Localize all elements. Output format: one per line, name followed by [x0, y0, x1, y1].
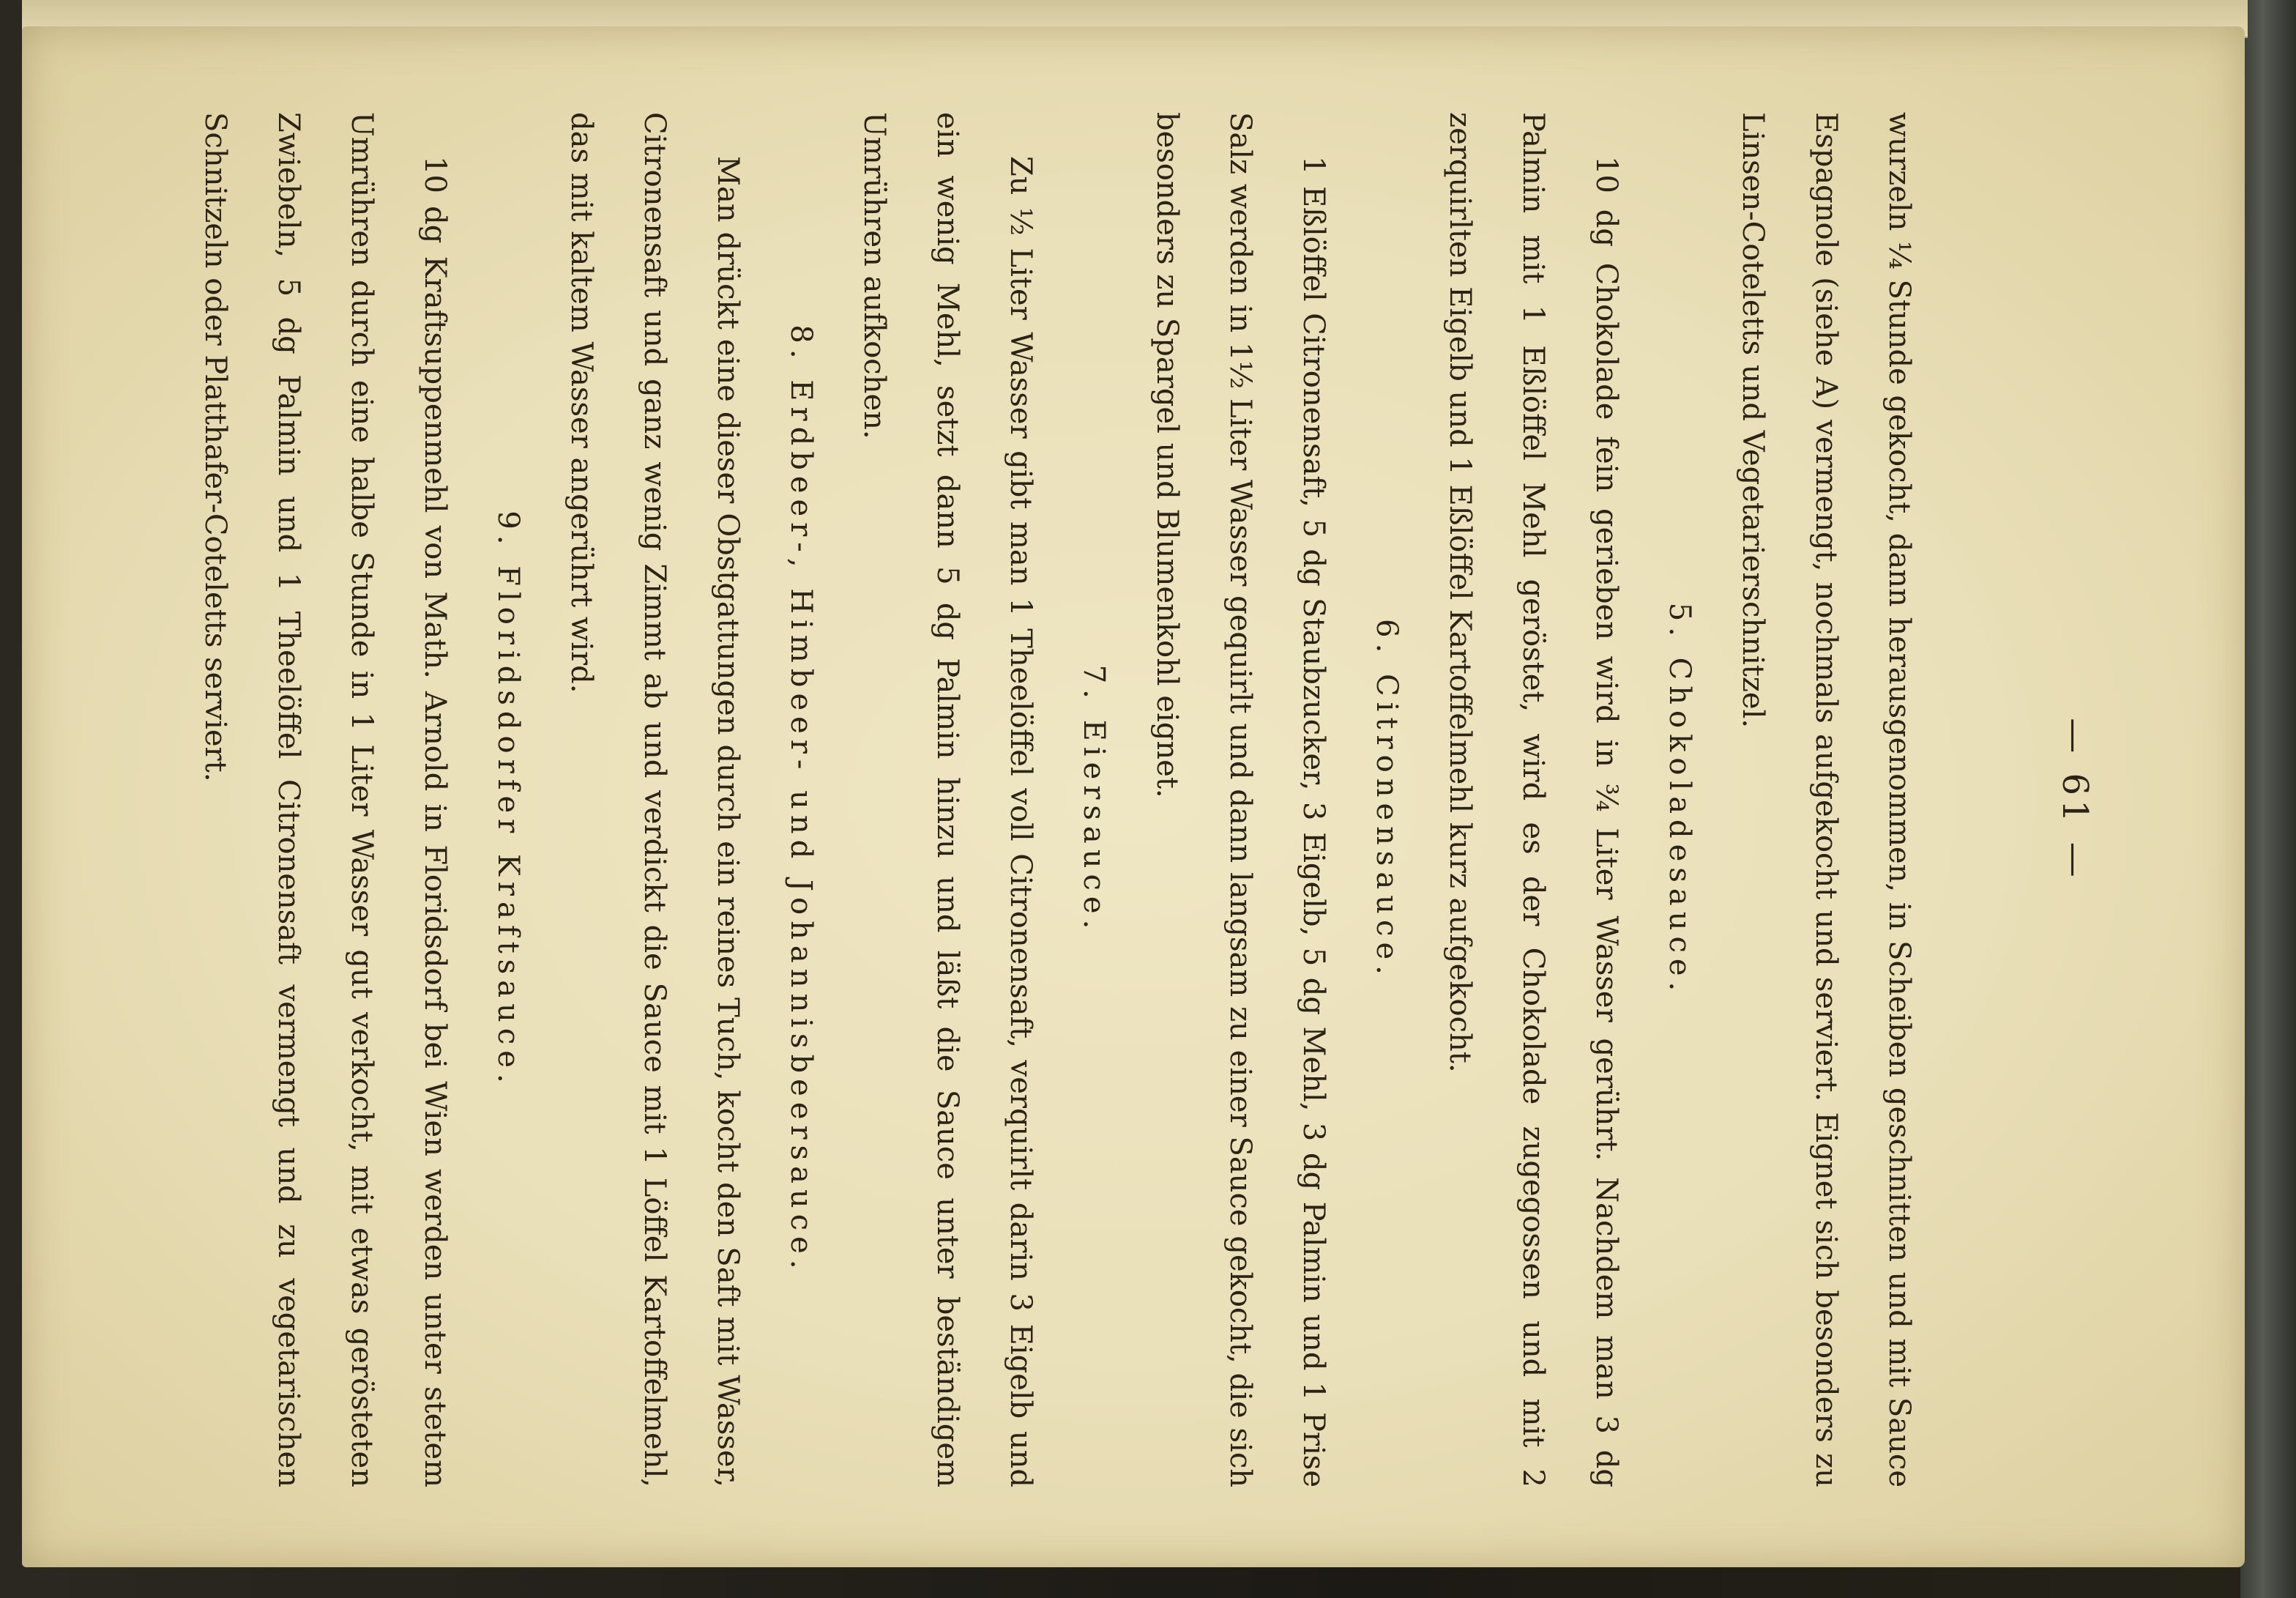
book-binding-edge [2240, 0, 2296, 1598]
page-number: — 61 — [2054, 718, 2095, 882]
paragraph-beerensauce: Man drückt eine dieser Obstgattungen durch ein reines Tuch, kocht den Saft mit Wasser, Citronensaft und ganz wenig Zimmt ab und verdickt die Sauce mit 1 Löffel Kartoffelmehl, das mit kaltem Wasser angerührt wird. [564, 112, 745, 1487]
paragraph-citronensauce: 1 Eßlöffel Citronensaft, 5 dg Staubzucker, 3 Eigelb, 5 dg Mehl, 3 dg Palmin und 1 Prise Salz werden in 1½ Liter Wasser gequirlt und dann langsam zu einer Sauce gekocht, die sich besonders zu Spargel und Blumenkohl eignet. [1150, 112, 1330, 1487]
paragraph-continuation: wurzeln ¼ Stunde gekocht, dann herausgenommen, in Scheiben geschnitten und mit Sauce Espagnole (siehe A) vermengt, nochmals aufgekocht und serviert. Eignet sich besonders zu Linsen-Coteletts und Vegetarierschnitzel. [1736, 112, 1916, 1487]
heading-citronensauce: 6. Citronensauce. [1370, 619, 1404, 981]
heading-eiersauce: 7. Eiersauce. [1077, 664, 1111, 935]
heading-chokoladesauce: 5. Chokoladesauce. [1663, 602, 1696, 997]
paragraph-chokoladesauce: 10 dg Chokolade fein gerieben wird in ¾ Liter Wasser gerührt. Nachdem man 3 dg Palmin mit 1 Eßlöffel Mehl geröstet, wird es der Chokolade zugegossen und mit 2 zerquirlten Eigelb und 1 Eßlöffel Kartoffelmehl kurz aufgekocht. [1443, 112, 1623, 1487]
paragraph-eiersauce: Zu ½ Liter Wasser gibt man 1 Theelöffel voll Citronensaft, verquirlt darin 3 Eigelb und ein wenig Mehl, setzt dann 5 dg Palmin hinzu und läßt die Sauce unter beständigem Umrühren aufkochen. [857, 112, 1037, 1487]
heading-kraftsauce: 9. Floridsdorfer Kraftsauce. [491, 510, 525, 1089]
paragraph-kraftsauce: 10 dg Kraftsuppenmehl von Math. Arnold in Floridsdorf bei Wien werden unter stetem Umrühren durch eine halbe Stunde in 1 Liter Wasser gut verkocht, mit etwas gerösteten Zwiebeln, 5 dg Palmin und 1 Theelöffel Citronensaft vermengt und zu vegetarischen Schnitzeln oder Platthafer-Coteletts serviert. [198, 112, 452, 1487]
heading-beerensauce: 8. Erdbeer-, Himbeer- und Johannisbeersauce. [784, 324, 818, 1275]
page-text-rotated [158, 86, 2120, 1514]
